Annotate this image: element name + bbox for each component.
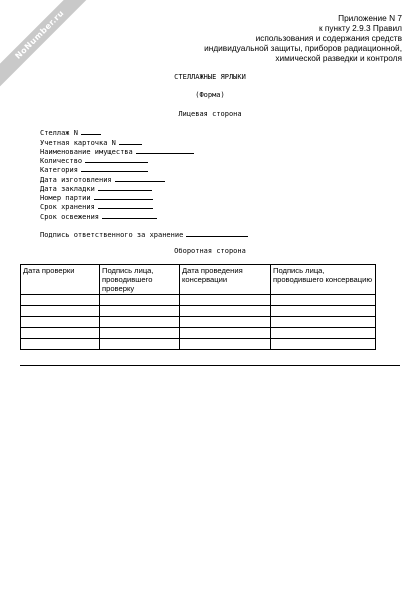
table-cell[interactable] — [100, 317, 180, 328]
table-cell[interactable] — [21, 306, 100, 317]
appendix-line: к пункту 2.9.3 Правил — [318, 23, 402, 33]
column-header: Подпись лица, проводившего консервацию — [271, 265, 376, 295]
table-row — [21, 339, 376, 350]
field-blank[interactable] — [102, 211, 157, 219]
appendix-line: химической разведки и контроля — [275, 53, 402, 63]
field-label: Категория — [40, 166, 78, 174]
signature-line — [40, 229, 248, 239]
field-blank[interactable] — [85, 155, 148, 163]
field-blank[interactable] — [136, 146, 194, 154]
table-row — [21, 306, 376, 317]
table-row — [21, 295, 376, 306]
field-refresh-period — [40, 211, 157, 221]
field-label: Стеллаж N — [40, 129, 78, 137]
table-cell[interactable] — [271, 328, 376, 339]
table-cell[interactable] — [180, 328, 271, 339]
field-category — [40, 164, 148, 174]
watermark-text: NoNumber.ru — [13, 8, 66, 61]
signature-label: Подпись ответственного за хранение — [40, 231, 184, 239]
field-label: Учетная карточка N — [40, 139, 116, 147]
field-blank[interactable] — [98, 183, 152, 191]
table-cell[interactable] — [271, 317, 376, 328]
back-side-table — [20, 264, 376, 350]
column-header: Дата проведения консервации — [180, 265, 271, 295]
appendix-line: Приложение N 7 — [338, 13, 402, 23]
table-header-row — [21, 265, 376, 295]
table-cell[interactable] — [100, 339, 180, 350]
table-cell[interactable] — [271, 295, 376, 306]
table-cell[interactable] — [21, 317, 100, 328]
column-header: Дата проверки — [21, 265, 100, 295]
field-label: Срок освежения — [40, 213, 100, 221]
table-row — [21, 328, 376, 339]
column-header: Подпись лица, проводившего проверку — [100, 265, 180, 295]
table-cell[interactable] — [180, 295, 271, 306]
field-label: Наименование имущества — [40, 148, 133, 156]
field-label: Срок хранения — [40, 203, 95, 211]
appendix-header — [142, 13, 402, 63]
field-blank[interactable] — [94, 192, 153, 200]
signature-blank[interactable] — [186, 229, 248, 237]
form-label: (Форма) — [195, 91, 225, 99]
table-cell[interactable] — [100, 328, 180, 339]
field-label: Количество — [40, 157, 83, 165]
appendix-line: индивидуальной защиты, приборов радиационной, — [204, 43, 402, 53]
field-blank[interactable] — [98, 201, 153, 209]
table-cell[interactable] — [271, 306, 376, 317]
table-cell[interactable] — [100, 295, 180, 306]
table-cell[interactable] — [21, 339, 100, 350]
field-shelf-life — [40, 201, 153, 211]
table-row — [21, 317, 376, 328]
document-title: СТЕЛЛАЖНЫЕ ЯРЛЫКИ — [174, 73, 246, 81]
field-blank[interactable] — [115, 174, 165, 182]
field-label: Дата закладки — [40, 185, 95, 193]
field-blank[interactable] — [81, 127, 101, 135]
field-blank[interactable] — [81, 164, 148, 172]
table-cell[interactable] — [180, 339, 271, 350]
appendix-line: использования и содержания средств — [255, 33, 402, 43]
back-side-label: Оборотная сторона — [174, 247, 246, 255]
table-cell[interactable] — [21, 295, 100, 306]
table-cell[interactable] — [180, 306, 271, 317]
field-shelf — [40, 127, 101, 137]
bottom-divider — [20, 365, 400, 366]
table-cell[interactable] — [21, 328, 100, 339]
field-blank[interactable] — [119, 137, 142, 145]
table-cell[interactable] — [271, 339, 376, 350]
watermark-ribbon — [0, 0, 102, 97]
field-label: Номер партии — [40, 194, 91, 202]
front-side-label: Лицевая сторона — [178, 110, 242, 118]
table-cell[interactable] — [180, 317, 271, 328]
table-cell[interactable] — [100, 306, 180, 317]
field-label: Дата изготовления — [40, 176, 112, 184]
